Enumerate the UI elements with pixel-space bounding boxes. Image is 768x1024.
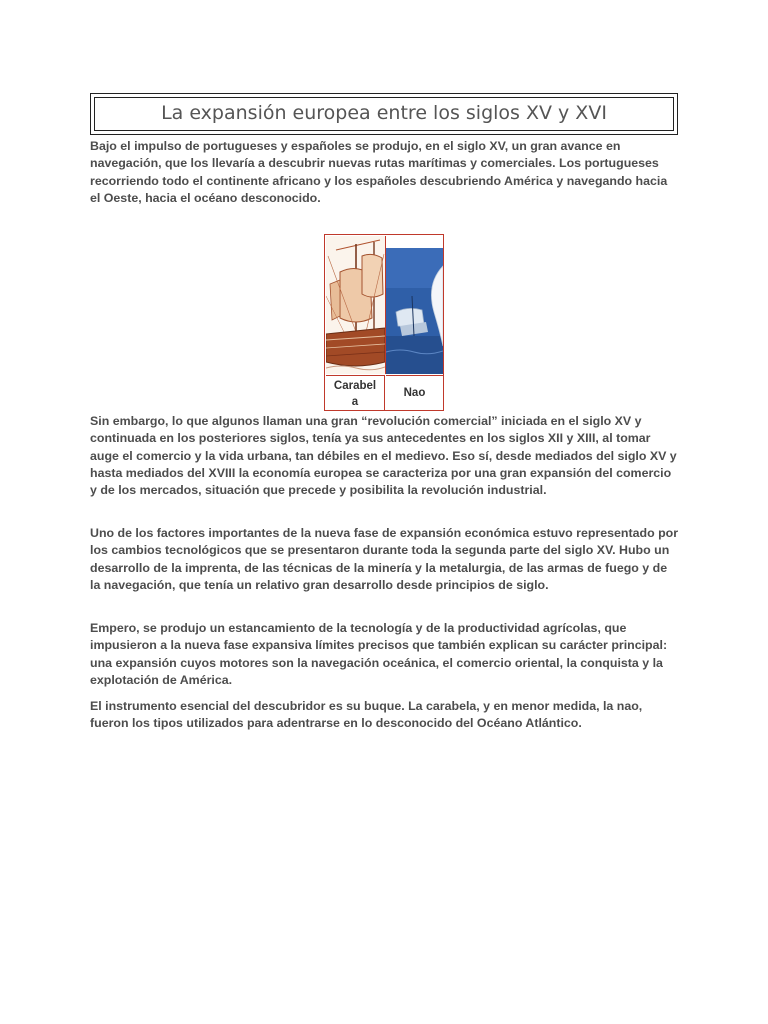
nao-illustration bbox=[386, 236, 443, 374]
nao-image bbox=[386, 236, 443, 374]
nao-label: Nao bbox=[386, 375, 443, 410]
paragraph-factores-tecnologicos: Uno de los factores importantes de la nueva fase de expansión económica estuvo representado por los cambios tecnológicos que se presentaron durante toda la segunda parte del siglo XV. Hubo un desarrollo de la imprenta, de las técnicas de la minería y la metalurgia, de las armas de fuego y de la navegación, que tenía un relativo gran desarrollo desde principios de siglo. bbox=[90, 526, 679, 592]
carabela-label-line1: Carabel bbox=[333, 380, 377, 392]
carabela-label bbox=[326, 375, 385, 410]
title-box bbox=[90, 93, 678, 135]
carabela-illustration bbox=[326, 236, 385, 374]
ships-table bbox=[324, 234, 444, 411]
carabela-label-line2: a bbox=[351, 396, 359, 408]
paragraph-revolucion-comercial: Sin embargo, lo que algunos llaman una gran “revolución comercial” iniciada en el siglo XV y continuada en los posteriores siglos, tenía ya sus antecedentes en los siglos XII y XIII, al tomar auge el comercio y la vida urbana, tan débiles en el medievo. Eso sí, desde mediados del siglo XV y hasta mediados del XVIII la economía europea se caracteriza por una gran expansión del comercio y de los mercados, situación que precede y posibilita la revolución industrial. bbox=[90, 414, 677, 498]
page-title: La expansión europea entre los siglos XV y XVI bbox=[161, 102, 607, 124]
paragraph-intro: Bajo el impulso de portugueses y españoles se produjo, en el siglo XV, un gran avance en navegación, que los llevaría a descubrir nuevas rutas marítimas y comerciales. Los portugueses recorriendo todo el continente africano y los españoles descubriendo América y navegando hacia el Oeste, hacia el océano desconocido. bbox=[90, 139, 668, 205]
paragraph-buque: El instrumento esencial del descubridor es su buque. La carabela, y en menor medida, la nao, fueron los tipos utilizados para adentrarse en lo desconocido del Océano Atlántico. bbox=[90, 699, 643, 731]
paragraph-estancamiento: Empero, se produjo un estancamiento de la tecnología y de la productividad agrícolas, que impusieron a la nueva fase expansiva límites precisos que también explican su carácter principal: una expansión cuyos motores son la navegación oceánica, el comercio oriental, la conquista y la explotación de América. bbox=[90, 621, 668, 687]
carabela-image bbox=[326, 236, 386, 374]
